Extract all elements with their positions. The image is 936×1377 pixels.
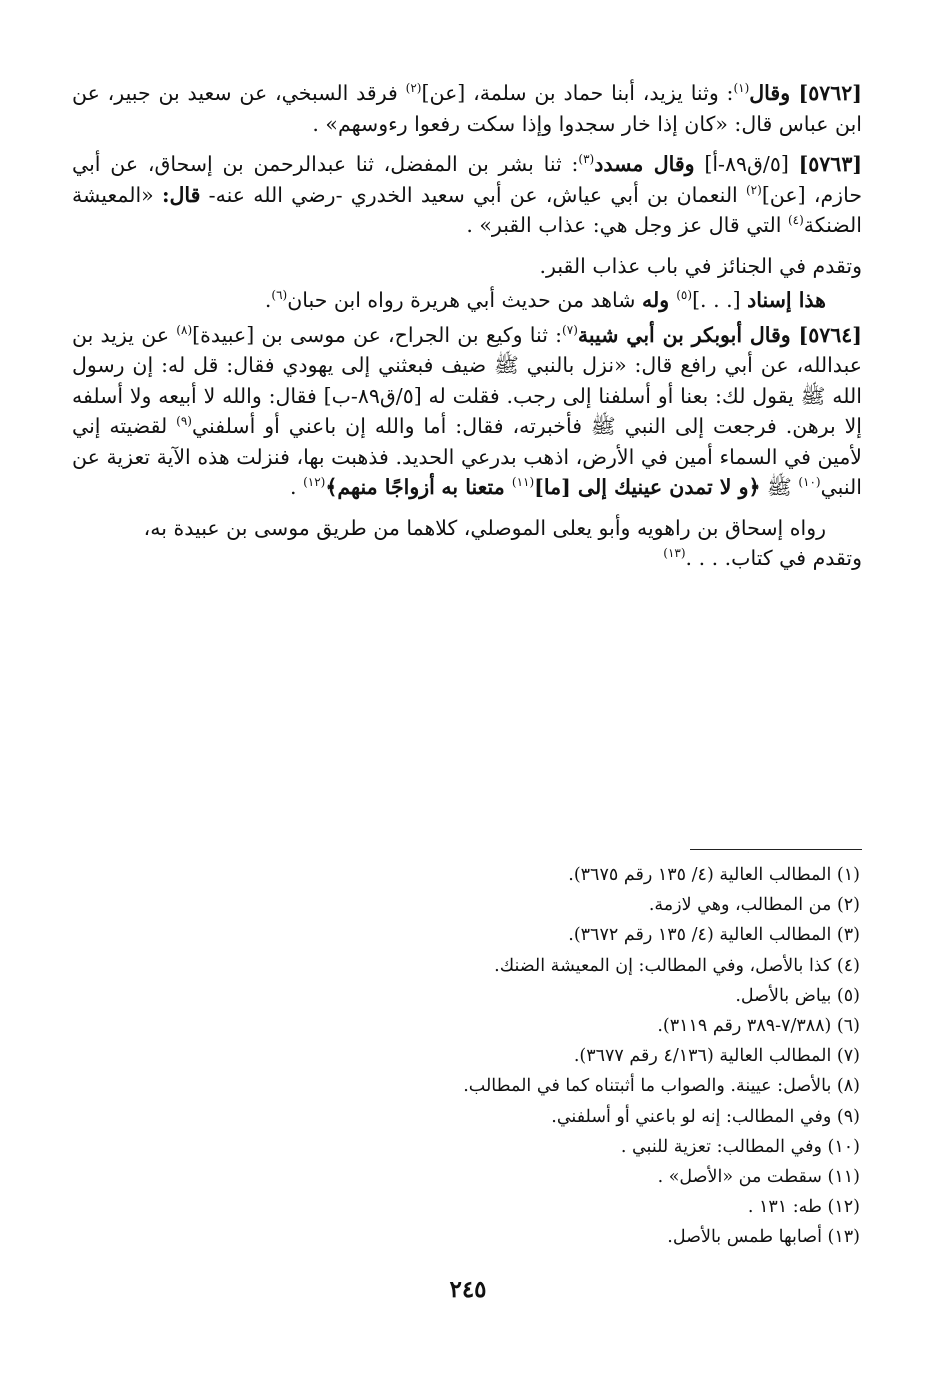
paragraph <box>72 78 862 139</box>
footnote: (١١) سقطت من «الأصل» . <box>657 1167 860 1188</box>
footnote-marker: (١٠) <box>798 475 821 490</box>
text-run: وتقدم في كتاب. . . . <box>685 546 862 570</box>
footnote-separator <box>690 849 862 850</box>
bold-text: متعنا به <box>441 475 512 499</box>
footnote-marker: (٣) <box>578 152 595 167</box>
paragraph <box>72 149 862 241</box>
footnote-marker: (١٣) <box>663 546 686 561</box>
bold-text: أزواجًا منهم﴾ <box>325 475 435 499</box>
text-run: لقضيته إني لأمين في السماء أمين في الأرض، اذهب بدرعي الحديد. فذهبت <box>72 414 862 469</box>
footnote-marker: (٥) <box>676 288 693 303</box>
text-run: فرقد السبخي، عن سعيد بن <box>158 81 406 105</box>
paragraph <box>72 251 862 282</box>
page-number: ٢٤٥ <box>449 1276 487 1303</box>
footnote: (٢) من المطالب، وهي لازمة. <box>648 895 860 916</box>
bold-text: [٥٧٦٢] وقال <box>749 81 862 105</box>
footnote-marker: (٦) <box>271 288 288 303</box>
text-run: شاهد من حديث أبي هريرة رواه ابن حبان <box>287 288 642 312</box>
footnote: (١) المطالب العالية (٤/ ١٣٥ رقم ٣٦٧٥). <box>568 865 860 885</box>
text-run: عن <box>141 322 177 347</box>
footnote: (٦) (٧/٣٨٨-٣٨٩ رقم ٣١١٩). <box>657 1016 860 1037</box>
footnote: (٤) كذا بالأصل، وفي المطالب: إن المعيشة الضنك. <box>494 955 860 976</box>
footnote-marker: (٨) <box>176 322 193 337</box>
footnote-marker: (٩) <box>176 414 192 429</box>
text-run: «المعيشة الضنكة <box>72 182 862 237</box>
paragraph <box>72 513 862 574</box>
text-line <box>158 81 862 105</box>
text-run: أسلفني <box>191 414 256 438</box>
footnote: (١٠) وفي المطالب: تعزية للنبي . <box>620 1136 860 1157</box>
text-run: أبيعه ولا أسلفه إلا برهن. فرجعت إلى النبي ﷺ فأخبرته، فقال: أما والله إن باعني أو <box>72 383 862 438</box>
footnote-marker: (٧) <box>562 322 578 337</box>
footnote: (١٣) أصابها طمس بالأصل. <box>667 1227 860 1248</box>
text-line <box>540 254 863 278</box>
text-run: جبير، عن ابن عباس قال: «كان إذا خار سجدوا وإذا سكت رفعوا رءوسهم» . <box>72 81 862 136</box>
text-run: ﷺ <box>760 475 799 499</box>
paragraph <box>72 285 862 316</box>
text-run: يزيد بن عبدالله، عن أبي رافع قال: «نزل بالنبي ﷺ ضيف فبعثني إلى يهودي فقال: قل له: <box>72 322 862 377</box>
bold-text: [٥٧٦٣] <box>798 152 863 176</box>
text-run: بها، فنزلت هذه الآية تعزية عن النبي <box>72 444 862 499</box>
text-run: إن رسول الله ﷺ يقول لك: بعنا أو أسلفنا إلى رجب. فقلت له [٥/ق٨٩-ب] فقال: والله لا <box>72 353 862 408</box>
text-line <box>663 546 862 570</box>
bold-text: وقال مسدد <box>594 152 695 176</box>
text-run: أبي حازم، [عن] <box>72 152 862 207</box>
footnote-marker: (٤) <box>787 213 804 228</box>
text-line <box>290 475 435 499</box>
footnote-marker: (٢) <box>405 81 422 96</box>
text-run: التي قال عز وجل هي: عذاب القبر» . <box>466 213 788 237</box>
bold-text: هذا إسناد <box>747 288 826 312</box>
text-run: . <box>290 475 304 499</box>
text-run: وتقدم في الجنائز في باب عذاب القبر. <box>539 253 862 278</box>
footnote: (٣) المطالب العالية (٤/ ١٣٥ رقم ٣٦٧٢). <box>568 925 860 946</box>
bold-text: ﴿و لا تمدن عينيك إلى [ما] <box>534 475 761 499</box>
text-run: : وثنا يزيد، أبنا حماد بن سلمة، [عن] <box>421 81 734 105</box>
footnote-marker: (١) <box>733 81 750 96</box>
text-line <box>110 152 862 176</box>
main-text <box>72 78 862 574</box>
footnote: (١٢) طه: ١٣١ . <box>747 1197 860 1218</box>
bold-text: قال: <box>161 182 201 207</box>
text-run: رواه إسحاق بن راهويه وأبو يعلى الموصلي، كلاهما من طريق موسى بن عبيدة به، <box>143 515 826 540</box>
paragraph <box>72 320 862 503</box>
text-line <box>72 285 862 316</box>
text-run: : ثنا بشر بن المفضل، ثنا عبدالرحمن بن إسحاق، عن <box>110 152 579 176</box>
footnote: (٧) المطالب العالية (٤/١٣٦ رقم ٣٦٧٧). <box>573 1046 860 1067</box>
footnote: (٥) بياض بالأصل. <box>735 985 860 1006</box>
footnote: (٨) بالأصل: عيينة. والصواب ما أثبتناه كما في المطالب. <box>463 1076 860 1097</box>
text-line <box>72 513 862 544</box>
footnote-marker: (١١) <box>511 475 535 490</box>
text-run: النعمان بن أبي عياش، عن أبي سعيد الخدري -رضي الله عنه- <box>200 182 746 207</box>
footnotes <box>100 860 860 1253</box>
bold-text: وله <box>641 288 677 312</box>
footnote-marker: (١٢) <box>303 475 326 490</box>
footnote-marker: (٢) <box>745 182 762 197</box>
text-run: . <box>264 288 272 312</box>
text-run: [. . .] <box>692 288 748 312</box>
text-line <box>141 323 862 347</box>
text-run: : ثنا وكيع بن الجراح، عن موسى بن [عبيدة] <box>192 322 563 347</box>
text-run: [٥/ق٨٩-أ] <box>694 152 799 176</box>
bold-text: [٥٧٦٤] وقال أبوبكر بن أبي شيبة <box>577 322 862 347</box>
footnote: (٩) وفي المطالب: إنه لو باعني أو أسلفني. <box>551 1106 860 1127</box>
